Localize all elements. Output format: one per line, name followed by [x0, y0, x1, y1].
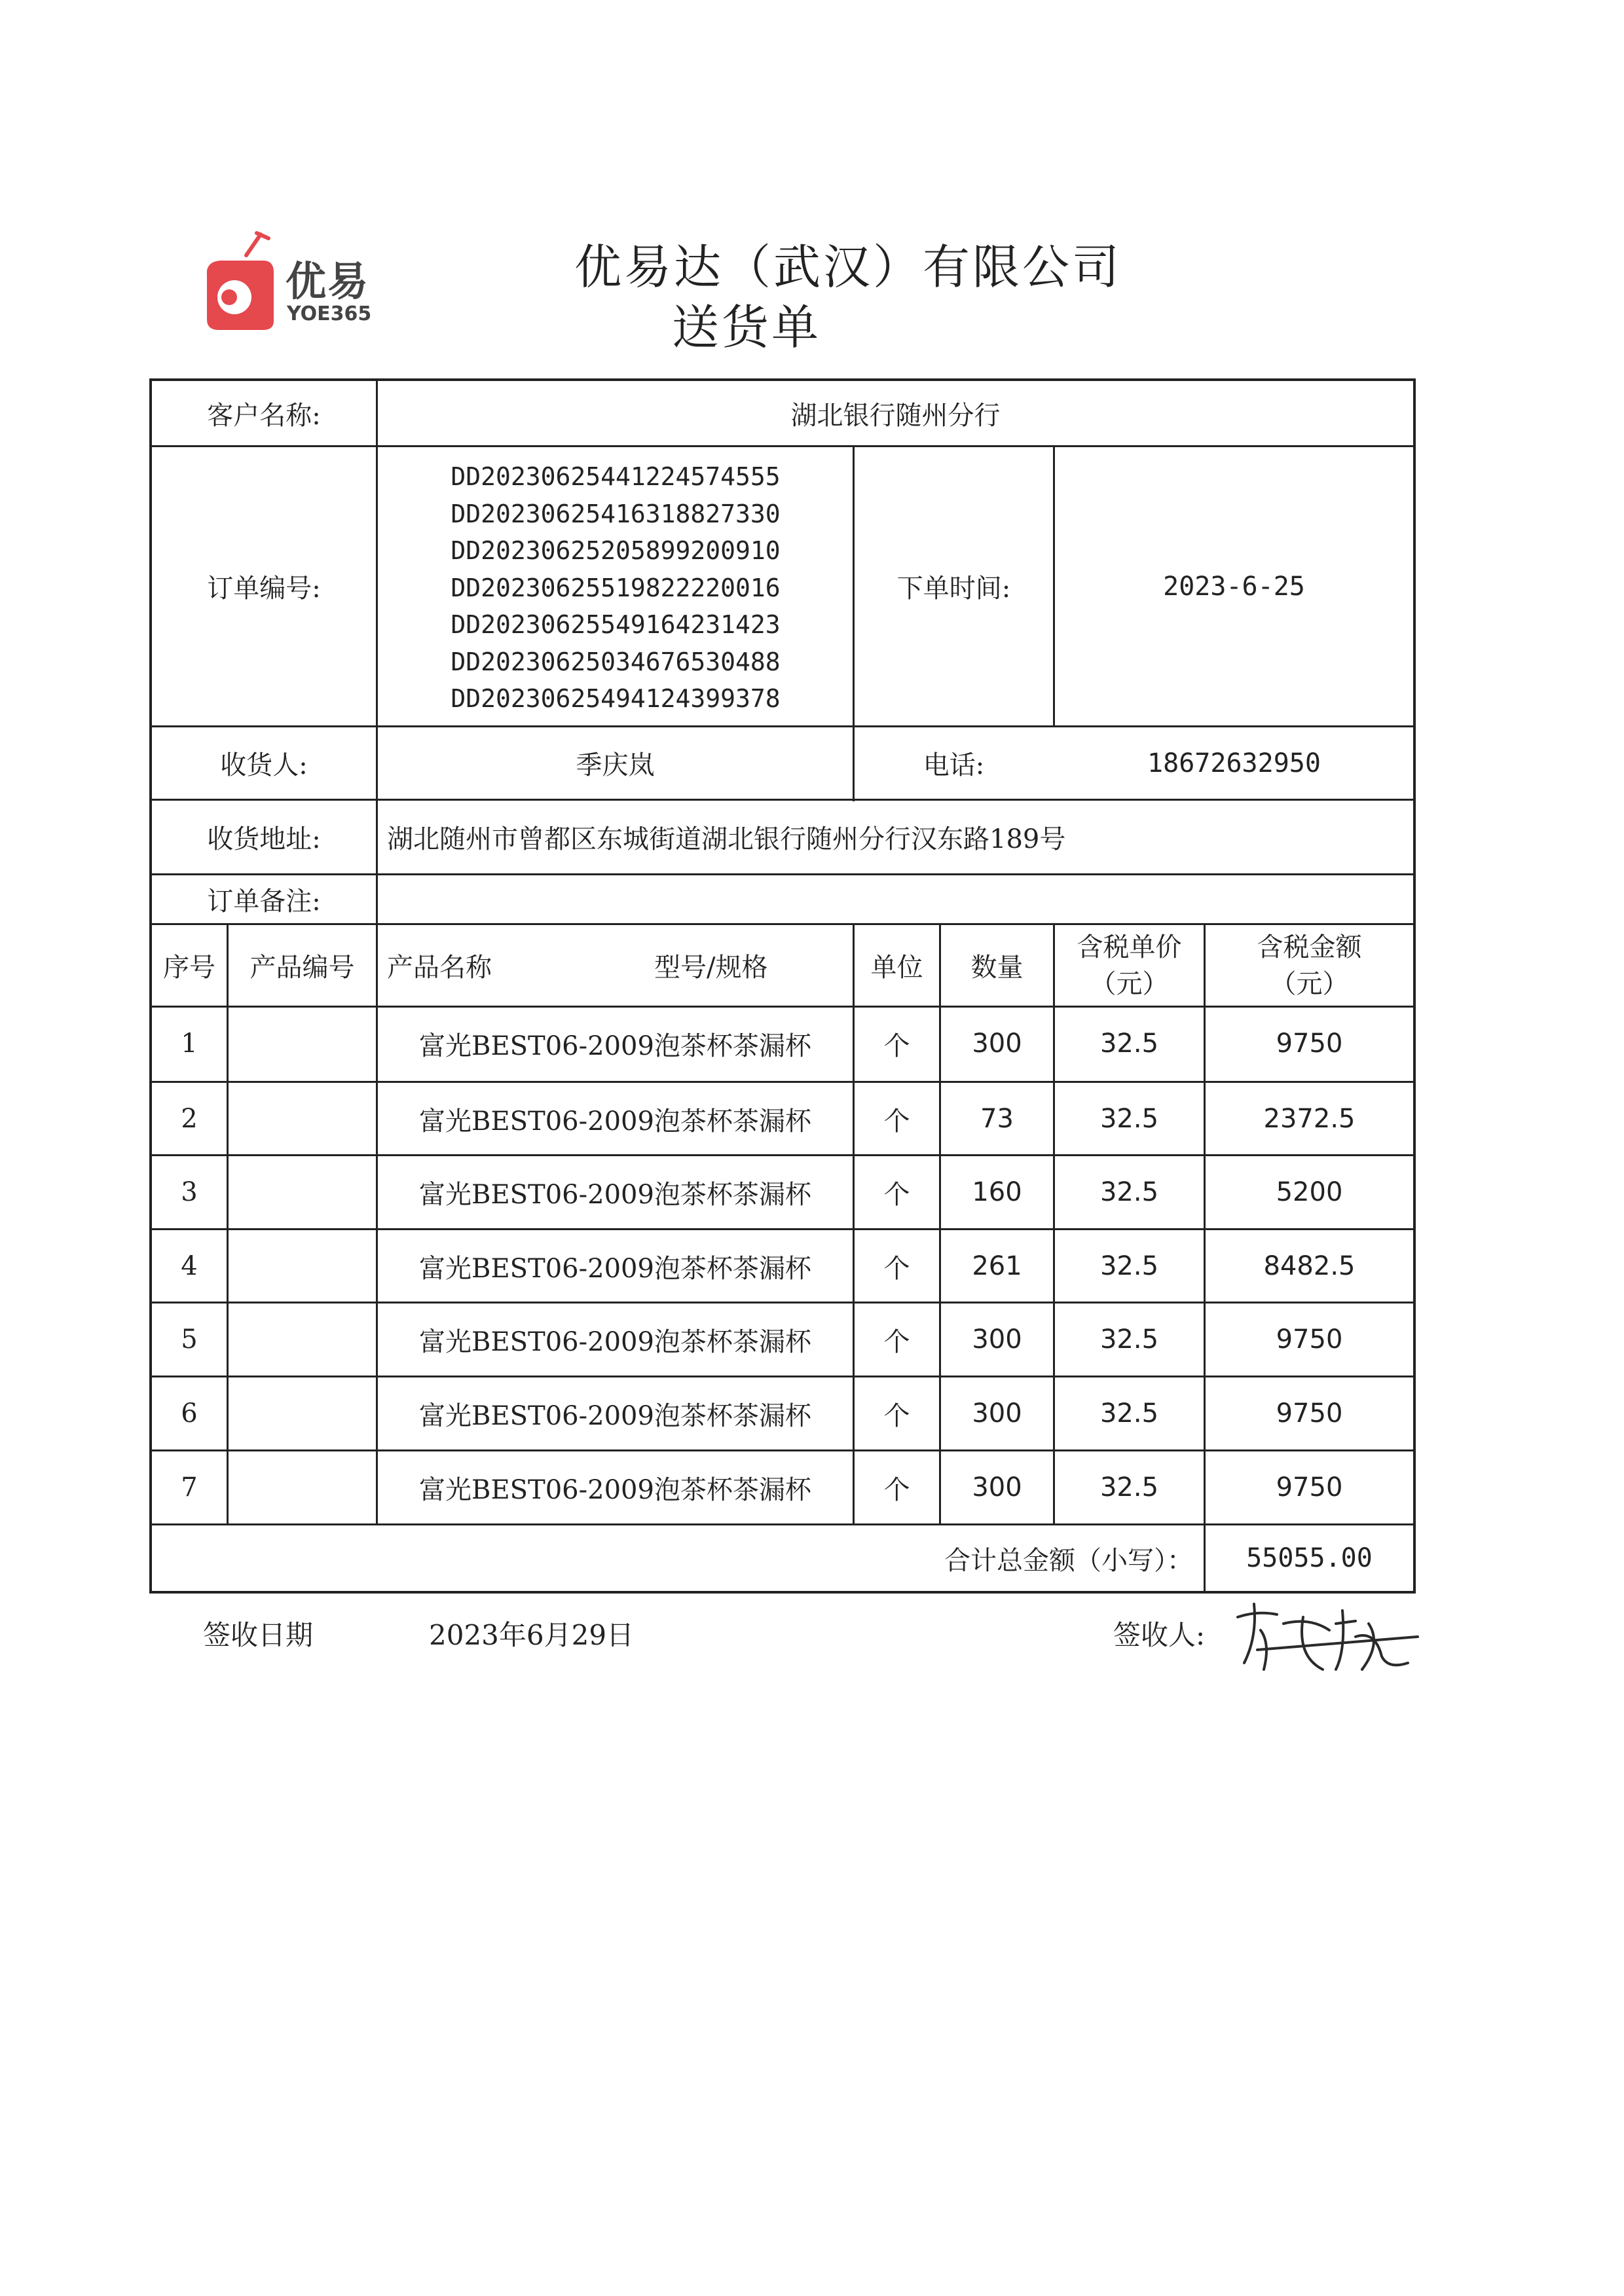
row-quantity: 300 [972, 1324, 1022, 1355]
sign-date-label: 签收日期 [203, 1619, 314, 1651]
logo-text: 优易 [286, 257, 370, 305]
row-product-code [229, 1156, 376, 1228]
header-product-name: 产品名称 [387, 953, 492, 983]
header-unit: 单位 [870, 953, 923, 983]
row-quantity: 300 [972, 1398, 1022, 1429]
document-title [0, 289, 1624, 357]
customer-name: 湖北银行随州分行 [790, 400, 1001, 431]
row-product-name: 富光BEST06-2009泡茶杯茶漏杯 [419, 1106, 811, 1137]
logo-subtext: YOE365 [287, 302, 372, 325]
order-number-list [380, 458, 851, 718]
order-number: DD20230625034676530488 [451, 647, 781, 676]
header-product-code: 产品编号 [249, 953, 355, 983]
remark-label: 订单备注: [207, 886, 321, 917]
row-amount: 2372.5 [1263, 1104, 1356, 1134]
receiver-name: 季庆岚 [576, 750, 655, 780]
order-number-label: 订单编号: [207, 574, 321, 604]
row-seq: 3 [181, 1177, 198, 1207]
row-unit: 个 [883, 1400, 910, 1431]
header-unit-price-line1: 含税单价 [1077, 932, 1182, 962]
header-seq: 序号 [163, 953, 215, 983]
row-quantity: 300 [972, 1472, 1022, 1503]
row-unit-price: 32.5 [1099, 1251, 1159, 1281]
phone-value: 18672632950 [1147, 748, 1321, 778]
sign-date-value: 2023年6月29日 [429, 1619, 635, 1651]
row-product-name: 富光BEST06-2009泡茶杯茶漏杯 [419, 1030, 811, 1061]
row-unit-price: 32.5 [1099, 1324, 1159, 1355]
header-amount-line2: （元） [1270, 968, 1349, 999]
row-seq: 7 [181, 1472, 198, 1503]
row-product-code [229, 1451, 376, 1523]
row-unit-price: 32.5 [1099, 1398, 1159, 1429]
document-title-text: 送货单 [671, 300, 821, 355]
row-product-name: 富光BEST06-2009泡茶杯茶漏杯 [419, 1179, 811, 1210]
row-product-code [229, 1303, 376, 1376]
row-unit: 个 [883, 1179, 910, 1210]
row-unit-price: 32.5 [1099, 1104, 1159, 1134]
handwritten-signature-icon [1231, 1597, 1421, 1683]
row-amount: 9750 [1276, 1398, 1343, 1429]
order-number: DD20230625494124399378 [451, 684, 781, 713]
header-spec: 型号/规格 [654, 953, 768, 983]
row-unit-price: 32.5 [1099, 1472, 1159, 1503]
header-amount [1206, 925, 1413, 1006]
row-amount: 9750 [1276, 1472, 1343, 1503]
order-number: DD20230625416318827330 [451, 499, 781, 528]
order-number: DD20230625519822220016 [451, 573, 781, 602]
customer-label: 客户名称: [207, 400, 321, 431]
row-product-code [229, 1083, 376, 1155]
order-time-value: 2023-6-25 [1163, 571, 1305, 602]
row-unit: 个 [883, 1474, 910, 1505]
company-name: 优易达（武汉）有限公司 [574, 240, 1122, 295]
row-product-name: 富光BEST06-2009泡茶杯茶漏杯 [419, 1400, 811, 1431]
phone-label: 电话: [923, 750, 985, 780]
receiver-label: 收货人: [220, 750, 308, 780]
row-amount: 9750 [1276, 1029, 1343, 1059]
row-amount: 8482.5 [1263, 1251, 1356, 1281]
row-unit-price: 32.5 [1099, 1029, 1159, 1059]
order-number: DD20230625549164231423 [451, 610, 781, 639]
header-unit-price [1055, 925, 1204, 1006]
row-seq: 4 [181, 1251, 198, 1281]
row-quantity: 160 [972, 1177, 1022, 1207]
row-unit: 个 [883, 1253, 910, 1284]
header-amount-line1: 含税金额 [1257, 932, 1362, 962]
row-unit: 个 [883, 1326, 910, 1357]
signer-label: 签收人: [1113, 1619, 1206, 1651]
row-seq: 2 [181, 1104, 198, 1134]
remark-value [378, 875, 1413, 923]
row-product-name: 富光BEST06-2009泡茶杯茶漏杯 [419, 1253, 811, 1284]
order-time-label: 下单时间: [896, 574, 1011, 604]
row-seq: 6 [181, 1398, 198, 1429]
row-seq: 5 [181, 1324, 198, 1355]
row-amount: 9750 [1276, 1324, 1343, 1355]
total-label: 合计总金额（小写）： [944, 1545, 1193, 1576]
row-product-code [229, 1377, 376, 1449]
row-product-name: 富光BEST06-2009泡茶杯茶漏杯 [419, 1326, 811, 1357]
row-product-code [229, 1008, 376, 1080]
header-quantity: 数量 [970, 953, 1024, 983]
row-unit: 个 [883, 1030, 910, 1061]
row-unit: 个 [883, 1106, 910, 1137]
header-unit-price-line2: （元） [1090, 968, 1169, 999]
row-unit-price: 32.5 [1099, 1177, 1159, 1207]
order-number: DD20230625441224574555 [451, 462, 781, 491]
row-product-code [229, 1230, 376, 1302]
row-quantity: 261 [972, 1251, 1022, 1281]
row-quantity: 300 [972, 1029, 1022, 1059]
order-number: DD20230625205899200910 [451, 536, 781, 565]
address-value: 湖北随州市曾都区东城街道湖北银行随州分行汉东路189号 [387, 824, 1066, 854]
row-amount: 5200 [1276, 1177, 1343, 1207]
row-seq: 1 [181, 1029, 198, 1059]
row-quantity: 73 [980, 1104, 1014, 1134]
address-label: 收货地址: [207, 824, 321, 854]
total-value: 55055.00 [1246, 1543, 1373, 1573]
row-product-name: 富光BEST06-2009泡茶杯茶漏杯 [419, 1474, 811, 1505]
